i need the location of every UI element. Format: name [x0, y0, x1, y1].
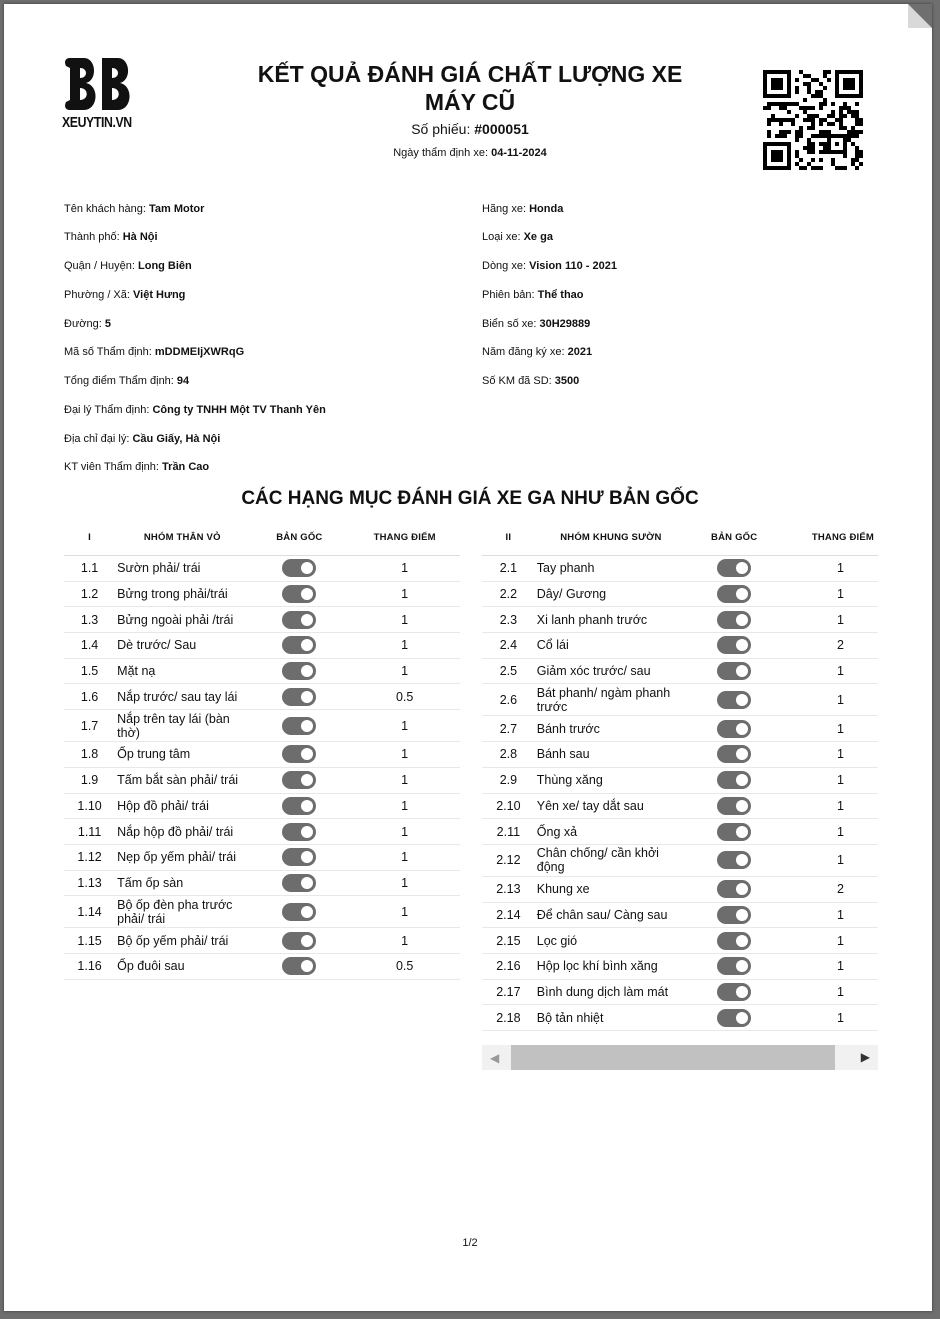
item-number: 1.8: [64, 742, 115, 768]
table-row: [482, 819, 878, 845]
item-name: Nắp trước/ sau tay lái: [115, 684, 249, 710]
item-name: Tấm bắt sàn phải/ trái: [115, 767, 249, 793]
original-toggle[interactable]: [717, 1009, 751, 1027]
item-score: 1: [781, 684, 878, 716]
info-value: Vision 110 - 2021: [529, 260, 617, 272]
item-score: 1: [781, 844, 878, 876]
original-cell: [687, 876, 781, 902]
item-name: Giảm xóc trước/ sau: [535, 658, 687, 684]
item-score: 1: [349, 819, 460, 845]
table-row: [64, 793, 460, 819]
date-label: Ngày thẩm định xe:: [393, 147, 489, 159]
info-label: Tổng điểm Thẩm định:: [64, 375, 174, 387]
original-cell: [687, 607, 781, 633]
date-value: 04-11-2024: [491, 147, 547, 159]
original-cell: [249, 633, 349, 659]
info-row: [64, 375, 189, 387]
original-toggle[interactable]: [717, 906, 751, 924]
item-name: Tay phanh: [535, 556, 687, 582]
table-row: [64, 953, 460, 979]
item-score: 1: [349, 870, 460, 896]
original-toggle[interactable]: [282, 611, 316, 629]
item-score: 1: [781, 556, 878, 582]
item-number: 2.2: [482, 581, 535, 607]
original-cell: [249, 710, 349, 742]
col-header-original: BẢN GỐC: [249, 519, 349, 556]
info-row: [64, 260, 192, 272]
original-cell: [687, 979, 781, 1005]
original-cell: [687, 819, 781, 845]
info-value: Cầu Giấy, Hà Nội: [132, 433, 221, 445]
item-number: 1.9: [64, 767, 115, 793]
item-name: Nẹp ốp yếm phải/ trái: [115, 844, 249, 870]
info-value: 2021: [567, 346, 593, 358]
table-row: [64, 928, 460, 954]
col-header-original: BẢN GỐC: [687, 519, 781, 556]
info-label: Mã số Thẩm định:: [64, 346, 152, 358]
item-name: Ốp trung tâm: [115, 742, 249, 768]
item-name: Để chân sau/ Càng sau: [535, 902, 687, 928]
original-toggle[interactable]: [717, 611, 751, 629]
info-label: Tên khách hàng:: [64, 203, 146, 215]
item-score: 1: [781, 658, 878, 684]
info-label: Đường:: [64, 318, 102, 330]
table-row: [482, 742, 878, 768]
original-toggle[interactable]: [717, 662, 751, 680]
original-toggle[interactable]: [717, 932, 751, 950]
item-number: 2.8: [482, 742, 535, 768]
original-cell: [249, 896, 349, 928]
item-score: 1: [349, 793, 460, 819]
original-cell: [687, 556, 781, 582]
info-value: Xe ga: [523, 231, 553, 243]
info-label: Loại xe:: [482, 231, 521, 243]
table-row: [482, 844, 878, 876]
original-toggle[interactable]: [282, 662, 316, 680]
table-row: [64, 633, 460, 659]
item-score: 1: [781, 581, 878, 607]
item-name: Yên xe/ tay dắt sau: [535, 793, 687, 819]
item-number: 2.5: [482, 658, 535, 684]
item-number: 2.1: [482, 556, 535, 582]
table-row: [482, 716, 878, 742]
info-label: Đại lý Thẩm định:: [64, 404, 150, 416]
section-title: CÁC HẠNG MỤC ĐÁNH GIÁ XE GA NHƯ BẢN GỐC: [241, 488, 699, 509]
item-score: 0.5: [349, 953, 460, 979]
title-line-1: KẾT QUẢ ĐÁNH GIÁ CHẤT LƯỢNG XE: [257, 61, 683, 87]
info-value: 30H29889: [539, 318, 591, 330]
info-label: Thành phố:: [64, 231, 120, 243]
original-cell: [687, 902, 781, 928]
item-score: 1: [349, 928, 460, 954]
original-cell: [249, 658, 349, 684]
table-row: [64, 607, 460, 633]
original-toggle[interactable]: [282, 957, 316, 975]
table-row: [482, 902, 878, 928]
item-score: 1: [781, 979, 878, 1005]
item-score: 1: [781, 819, 878, 845]
item-number: 1.1: [64, 556, 115, 582]
table-row: [64, 658, 460, 684]
original-toggle[interactable]: [717, 983, 751, 1001]
info-row: [482, 375, 579, 387]
table-row: [482, 928, 878, 954]
item-name: Ốp đuôi sau: [115, 953, 249, 979]
item-name: Dây/ Gương: [535, 581, 687, 607]
table-row: [482, 684, 878, 716]
original-toggle[interactable]: [717, 771, 751, 789]
original-cell: [687, 928, 781, 954]
original-cell: [687, 581, 781, 607]
info-row: [64, 433, 220, 445]
item-name: Bình dung dịch làm mát: [535, 979, 687, 1005]
original-toggle[interactable]: [282, 932, 316, 950]
item-number: 2.12: [482, 844, 535, 876]
company-logo: [62, 56, 142, 131]
table-row: [64, 581, 460, 607]
item-number: 2.13: [482, 876, 535, 902]
table-row: [482, 607, 878, 633]
col-header-score: THANG ĐIỂM: [781, 519, 878, 556]
original-cell: [249, 844, 349, 870]
col-header-index: I: [64, 519, 115, 556]
info-label: Năm đăng ký xe:: [482, 346, 565, 358]
item-name: Tấm ốp sàn: [115, 870, 249, 896]
info-label: Phường / Xã:: [64, 289, 130, 301]
original-toggle[interactable]: [717, 691, 751, 709]
item-score: 1: [781, 793, 878, 819]
original-toggle[interactable]: [282, 745, 316, 763]
original-cell: [687, 1005, 781, 1031]
item-number: 1.12: [64, 844, 115, 870]
item-number: 2.11: [482, 819, 535, 845]
original-cell: [249, 581, 349, 607]
table-row: [482, 1005, 878, 1031]
table-row: [482, 556, 878, 582]
table-row: [482, 658, 878, 684]
item-name: Bộ ốp đèn pha trước phải/ trái: [115, 896, 249, 928]
item-name: Hộp lọc khí bình xăng: [535, 953, 687, 979]
horizontal-scrollbar[interactable]: [482, 1045, 878, 1070]
original-cell: [687, 716, 781, 742]
scrollbar-thumb[interactable]: [511, 1045, 835, 1070]
table-row: [64, 767, 460, 793]
item-name: Ống xả: [535, 819, 687, 845]
table-row: [482, 767, 878, 793]
item-score: 2: [781, 876, 878, 902]
item-name: Bánh sau: [535, 742, 687, 768]
scroll-right-arrow-icon[interactable]: ▶: [860, 1050, 870, 1064]
item-name: Nắp trên tay lái (bàn thờ): [115, 710, 249, 742]
item-score: 1: [781, 716, 878, 742]
table-row: [64, 556, 460, 582]
col-header-group: NHÓM KHUNG SƯỜN: [535, 519, 687, 556]
ticket-number: [230, 121, 710, 137]
info-row: [482, 346, 592, 358]
table-row: [482, 953, 878, 979]
info-value: 5: [104, 318, 111, 330]
item-number: 2.16: [482, 953, 535, 979]
info-row: [482, 318, 590, 330]
item-name: Thùng xăng: [535, 767, 687, 793]
item-name: Bánh trước: [535, 716, 687, 742]
item-name: Bộ ốp yếm phải/ trái: [115, 928, 249, 954]
item-name: Sườn phải/ trái: [115, 556, 249, 582]
info-row: [64, 404, 326, 416]
table-header-row: [64, 519, 460, 556]
item-score: 1: [781, 767, 878, 793]
item-name: Khung xe: [535, 876, 687, 902]
item-score: 1: [781, 928, 878, 954]
item-score: 1: [349, 658, 460, 684]
table-row: [482, 979, 878, 1005]
info-label: Quận / Huyện:: [64, 260, 135, 272]
item-number: 2.17: [482, 979, 535, 1005]
item-number: 1.16: [64, 953, 115, 979]
item-number: 2.4: [482, 633, 535, 659]
item-score: 1: [349, 607, 460, 633]
item-number: 2.7: [482, 716, 535, 742]
original-toggle[interactable]: [282, 848, 316, 866]
original-cell: [249, 928, 349, 954]
item-number: 2.14: [482, 902, 535, 928]
info-value: Công ty TNHH Một TV Thanh Yên: [152, 404, 326, 416]
info-row: [64, 461, 209, 473]
original-cell: [249, 767, 349, 793]
item-number: 2.6: [482, 684, 535, 716]
table-row: [64, 710, 460, 742]
info-value: Long Biên: [138, 260, 192, 272]
original-toggle[interactable]: [717, 585, 751, 603]
item-name: Xi lanh phanh trước: [535, 607, 687, 633]
original-toggle[interactable]: [282, 688, 316, 706]
original-cell: [249, 607, 349, 633]
item-number: 2.18: [482, 1005, 535, 1031]
original-toggle[interactable]: [282, 823, 316, 841]
item-score: 1: [349, 556, 460, 582]
info-label: Số KM đã SD:: [482, 375, 552, 387]
info-label: Dòng xe:: [482, 260, 527, 272]
original-cell: [249, 819, 349, 845]
page-fold-corner: [908, 4, 932, 28]
item-score: 1: [781, 953, 878, 979]
item-number: 1.6: [64, 684, 115, 710]
original-toggle[interactable]: [717, 823, 751, 841]
original-cell: [249, 953, 349, 979]
qr-code-image: [763, 70, 867, 174]
original-cell: [687, 767, 781, 793]
original-toggle[interactable]: [282, 585, 316, 603]
item-name: Lọc gió: [535, 928, 687, 954]
info-label: Biển số xe:: [482, 318, 537, 330]
item-name: Nắp hộp đồ phải/ trái: [115, 819, 249, 845]
original-cell: [687, 953, 781, 979]
info-value: Hà Nội: [122, 231, 158, 243]
item-name: Hộp đồ phải/ trái: [115, 793, 249, 819]
info-value: Honda: [529, 203, 564, 215]
item-number: 1.4: [64, 633, 115, 659]
original-cell: [249, 870, 349, 896]
info-value: Trần Cao: [162, 461, 210, 473]
item-name: Chân chống/ cần khởi động: [535, 844, 687, 876]
original-cell: [249, 742, 349, 768]
frame-table: [482, 519, 878, 1031]
original-toggle[interactable]: [282, 717, 316, 735]
table-row: [64, 742, 460, 768]
item-number: 1.10: [64, 793, 115, 819]
info-value: 3500: [554, 375, 580, 387]
info-row: [482, 260, 617, 272]
original-toggle[interactable]: [282, 559, 316, 577]
table-row: [64, 896, 460, 928]
item-number: 1.14: [64, 896, 115, 928]
item-score: 1: [349, 710, 460, 742]
item-number: 1.2: [64, 581, 115, 607]
info-label: KT viên Thẩm định:: [64, 461, 159, 473]
table-row: [482, 633, 878, 659]
item-score: 1: [781, 607, 878, 633]
original-toggle[interactable]: [717, 797, 751, 815]
ticket-label: Số phiếu:: [411, 121, 471, 137]
report-title: [230, 60, 710, 116]
item-number: 1.15: [64, 928, 115, 954]
logo-text: XEUYTIN.VN: [62, 114, 132, 131]
item-name: Bát phanh/ ngàm phanh trước: [535, 684, 687, 716]
item-name: Mặt nạ: [115, 658, 249, 684]
title-line-2: MÁY CŨ: [424, 89, 516, 115]
original-cell: [687, 684, 781, 716]
info-label: Phiên bản:: [482, 289, 535, 301]
scroll-left-arrow-icon[interactable]: ◀: [490, 1051, 500, 1065]
item-number: 2.3: [482, 607, 535, 633]
item-name: Bửng trong phải/trái: [115, 581, 249, 607]
item-score: 2: [781, 633, 878, 659]
item-name: Bộ tản nhiệt: [535, 1005, 687, 1031]
original-toggle[interactable]: [717, 745, 751, 763]
original-cell: [687, 844, 781, 876]
original-toggle[interactable]: [282, 771, 316, 789]
info-value: Tam Motor: [149, 203, 205, 215]
item-score: 1: [349, 767, 460, 793]
item-number: 2.10: [482, 793, 535, 819]
item-score: 0.5: [349, 684, 460, 710]
original-toggle[interactable]: [282, 797, 316, 815]
original-cell: [249, 556, 349, 582]
original-cell: [687, 742, 781, 768]
info-row: [64, 318, 111, 330]
item-number: 1.11: [64, 819, 115, 845]
item-number: 1.7: [64, 710, 115, 742]
table-row: [64, 870, 460, 896]
item-score: 1: [781, 1005, 878, 1031]
original-toggle[interactable]: [282, 874, 316, 892]
original-toggle[interactable]: [717, 880, 751, 898]
item-score: 1: [349, 581, 460, 607]
original-cell: [687, 633, 781, 659]
item-number: 1.3: [64, 607, 115, 633]
info-value: 94: [176, 375, 190, 387]
table-row: [482, 793, 878, 819]
original-toggle[interactable]: [717, 957, 751, 975]
info-label: Địa chỉ đại lý:: [64, 433, 130, 445]
item-score: 1: [349, 742, 460, 768]
table-header-row: [482, 519, 878, 556]
info-row: [64, 346, 244, 358]
col-header-index: II: [482, 519, 535, 556]
original-cell: [249, 684, 349, 710]
info-row: [482, 231, 553, 243]
inspection-date: [230, 147, 710, 159]
info-row: [64, 203, 204, 215]
col-header-group: NHÓM THÂN VỎ: [115, 519, 249, 556]
item-number: 2.9: [482, 767, 535, 793]
item-name: Cổ lái: [535, 633, 687, 659]
item-number: 1.13: [64, 870, 115, 896]
original-toggle[interactable]: [717, 720, 751, 738]
item-score: 1: [781, 742, 878, 768]
original-toggle[interactable]: [717, 636, 751, 654]
info-value: mDDMEIjXWRqG: [154, 346, 245, 358]
original-cell: [687, 793, 781, 819]
ticket-value: #000051: [474, 121, 529, 137]
info-row: [482, 289, 584, 301]
body-panel-table: [64, 519, 460, 980]
item-score: 1: [349, 633, 460, 659]
qr-code: [763, 70, 867, 179]
item-score: 1: [781, 902, 878, 928]
original-toggle[interactable]: [282, 903, 316, 921]
col-header-score: THANG ĐIỂM: [349, 519, 460, 556]
item-name: Bửng ngoài phải /trái: [115, 607, 249, 633]
table-row: [64, 844, 460, 870]
original-toggle[interactable]: [717, 851, 751, 869]
table-row: [482, 876, 878, 902]
original-cell: [249, 793, 349, 819]
item-number: 2.15: [482, 928, 535, 954]
info-row: [64, 231, 158, 243]
item-score: 1: [349, 896, 460, 928]
item-name: Dè trước/ Sau: [115, 633, 249, 659]
original-toggle[interactable]: [717, 559, 751, 577]
table-row: [482, 581, 878, 607]
info-label: Hãng xe:: [482, 203, 527, 215]
table-row: [64, 684, 460, 710]
info-value: Thể thao: [537, 289, 584, 301]
item-number: 1.5: [64, 658, 115, 684]
original-toggle[interactable]: [282, 636, 316, 654]
original-cell: [687, 658, 781, 684]
info-row: [482, 203, 563, 215]
info-value: Việt Hưng: [133, 289, 186, 301]
logo-mark: [62, 56, 136, 112]
item-score: 1: [349, 844, 460, 870]
info-row: [64, 289, 185, 301]
table-row: [64, 819, 460, 845]
page-number: 1/2: [462, 1237, 478, 1249]
